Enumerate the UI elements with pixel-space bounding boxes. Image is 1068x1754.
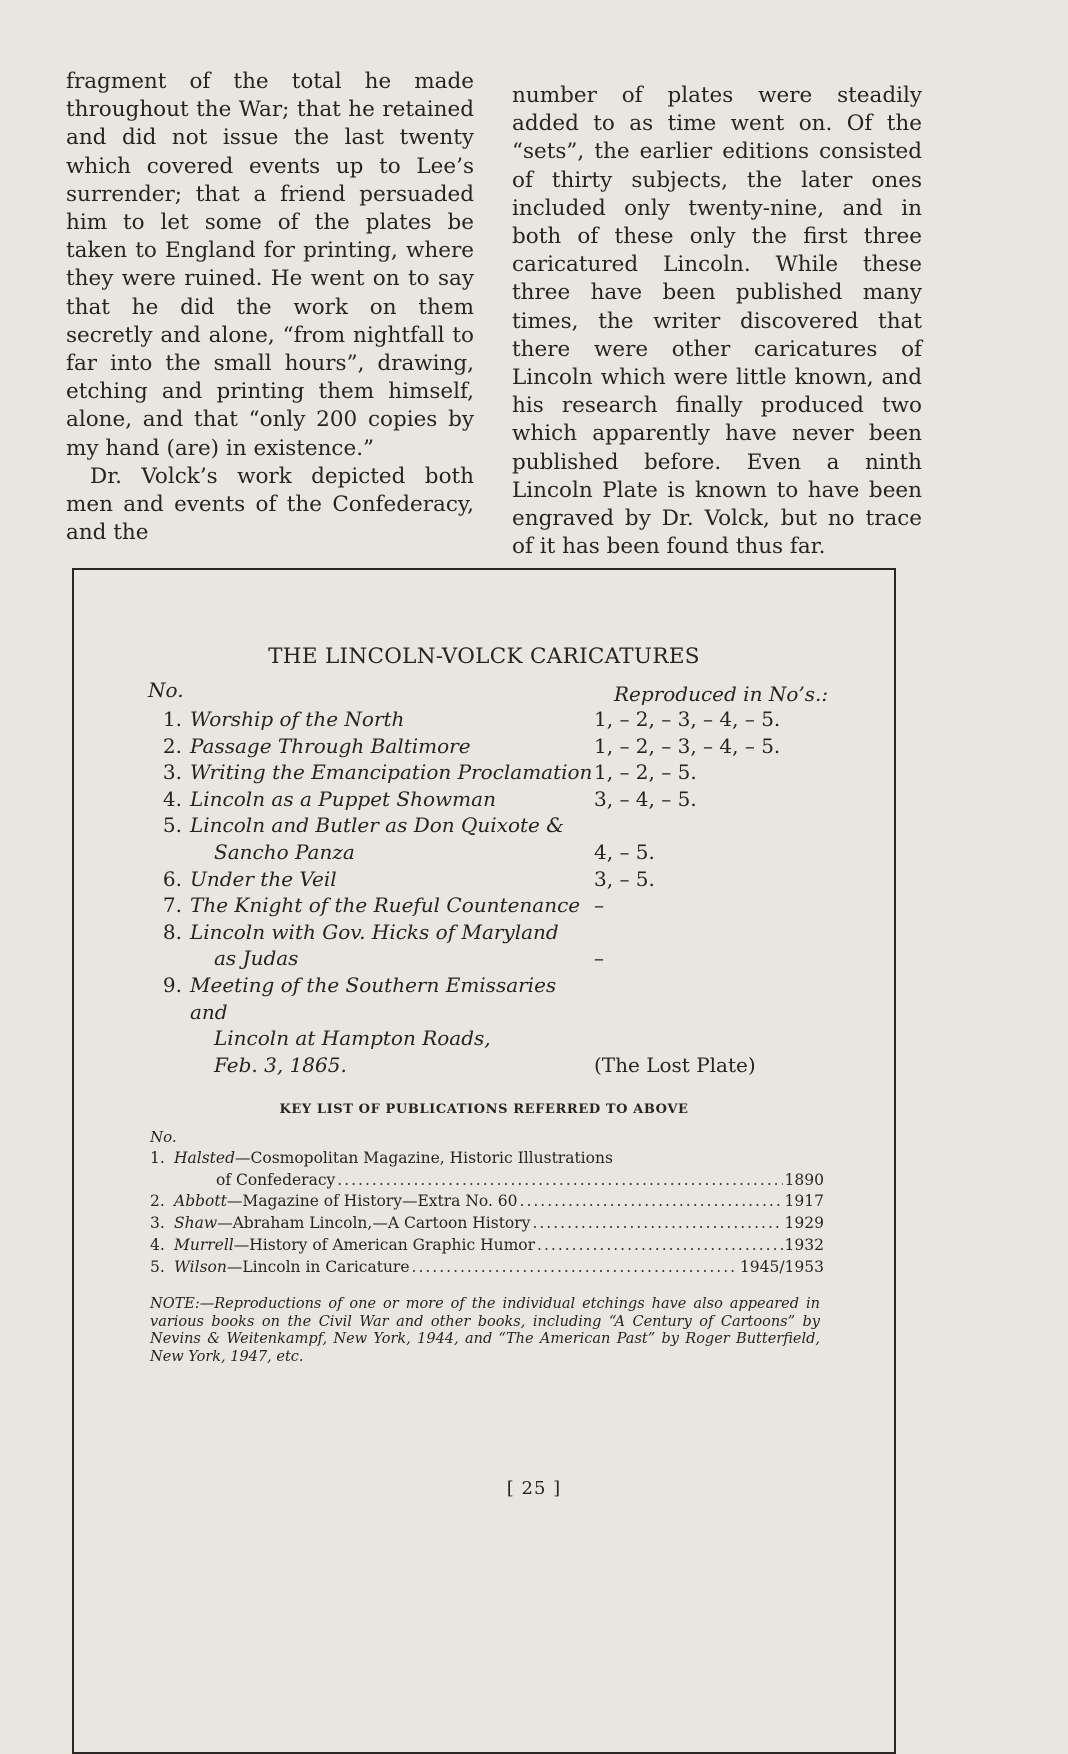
reproduced-in-value: 1, – 2, – 3, – 4, – 5.: [594, 733, 781, 758]
caricature-number: 6.: [162, 866, 182, 891]
caricature-title-line: Lincoln as a Puppet Showman: [190, 786, 496, 811]
reproduced-in: [594, 706, 780, 733]
caricature-title: [190, 786, 594, 813]
caricature-title-line: Worship of the North: [190, 707, 405, 731]
reproduced-column-header: Reproduced in No’s.:: [614, 682, 829, 706]
caricature-row: [148, 919, 868, 972]
caricature-number: 2.: [162, 733, 182, 758]
publication-entry: [150, 1191, 824, 1213]
publication-entry: [150, 1213, 824, 1235]
caricature-title-line: as Judas: [214, 946, 299, 971]
dot-leader: [520, 1191, 783, 1213]
publication-entry: [150, 1257, 824, 1279]
reproduced-in: [594, 733, 780, 760]
caricatures-title: THE LINCOLN-VOLCK CARICATURES: [268, 644, 700, 669]
publication-list: [150, 1148, 824, 1278]
caricature-title: [190, 972, 594, 1078]
publication-title: —History of American Graphic Humor: [233, 1235, 536, 1254]
publication-author: Murrell: [174, 1235, 234, 1254]
caricatures-box-content: [72, 568, 896, 1754]
caricature-title-line: Sancho Panza: [214, 839, 355, 864]
publication-author: Shaw: [174, 1214, 218, 1233]
reproduced-in-value: (The Lost Plate): [594, 1052, 756, 1077]
caricature-title-line: Lincoln and Butler as Don Quixote &: [190, 813, 565, 838]
publication-title: —Magazine of History—Extra No. 60: [226, 1192, 518, 1211]
publication-title: —Cosmopolitan Magazine, Historic Illustrations: [235, 1149, 613, 1167]
publication-year: 1890: [784, 1170, 824, 1189]
paragraph: Dr. Volck’s work depicted both men and events of the Confederacy, and the: [66, 463, 474, 546]
publication-entry: [150, 1148, 824, 1191]
caricature-number: 8.: [162, 919, 182, 944]
reproduced-in: [594, 786, 697, 813]
caricature-number: 3.: [162, 760, 182, 785]
key-number-header: No.: [150, 1128, 177, 1146]
caricature-row: [148, 759, 868, 786]
left-text-column: [66, 68, 474, 547]
footnote: NOTE:—Reproductions of one or more of the individual etchings have also appeared in various books on the Civil War and other books, including “A Century of Cartoons” by Nevins & Weitenkampf, New York, 1944, and “The American Past” by Roger Butterfield, New York, 1947, etc.: [150, 1296, 820, 1365]
paragraph: fragment of the total he made throughout the War; that he retained and did not issue the last twenty which covered events up to Lee’s surrender; that a friend persuaded him to let some of the plates be taken to England for printing, where they were ruined. He went on to say that he did the work on them secretly and alone, “from nightfall to far into the small hours”, drawing, etching and printing them himself, alone, and that “only 200 copies by my hand (are) in existence.”: [66, 69, 474, 461]
caricature-list: [148, 706, 868, 1078]
publication-author: Wilson: [174, 1257, 227, 1276]
publication-title-continued: of Confederacy: [216, 1170, 336, 1189]
reproduced-in: [594, 892, 604, 919]
publication-title: —Lincoln in Caricature: [226, 1257, 410, 1276]
caricature-row: [148, 812, 868, 865]
key-list-title: KEY LIST OF PUBLICATIONS REFERRED TO ABOVE: [279, 1102, 689, 1117]
caricature-title: [190, 706, 594, 733]
dot-leader: [412, 1257, 738, 1279]
caricature-title-line: Lincoln with Gov. Hicks of Maryland: [190, 919, 559, 944]
caricature-title-line: Meeting of the Southern Emissaries and: [190, 972, 557, 1024]
caricature-row: [148, 786, 868, 813]
reproduced-in: [594, 759, 697, 786]
caricature-title-line: Writing the Emancipation Proclamation: [190, 760, 593, 785]
reproduced-in-value: 4, – 5.: [594, 839, 655, 864]
caricature-title: [190, 812, 594, 865]
dot-leader: [537, 1235, 783, 1257]
publication-number: 2.: [150, 1192, 165, 1211]
caricature-number: 5.: [162, 813, 182, 838]
reproduced-in: [594, 919, 604, 972]
caricature-title: [190, 866, 594, 893]
caricature-title: [190, 919, 594, 972]
caricature-number: 7.: [162, 893, 182, 918]
caricature-title: [190, 759, 594, 786]
caricature-row: [148, 733, 868, 760]
reproduced-in-value: 1, – 2, – 5.: [594, 760, 697, 785]
reproduced-in-value: 3, – 4, – 5.: [594, 786, 697, 811]
reproduced-in-value: 1, – 2, – 3, – 4, – 5.: [594, 707, 781, 731]
publication-number: 1.: [150, 1149, 165, 1167]
caricature-number: 1.: [162, 707, 182, 731]
right-text-column: [512, 82, 922, 561]
caricature-number: 4.: [162, 786, 182, 811]
dot-leader: [337, 1170, 782, 1192]
publication-number: 5.: [150, 1257, 165, 1276]
page-number: [ 25 ]: [506, 1478, 562, 1499]
reproduced-in: [594, 812, 655, 865]
caricature-title-line: Lincoln at Hampton Roads,: [214, 1026, 491, 1051]
publication-number: 4.: [150, 1235, 165, 1254]
paragraph: number of plates were steadily added to as time went on. Of the “sets”, the earlier editions consisted of thirty subjects, the later ones included only twenty-nine, and in both of these only the first three caricatured Lincoln. While these three have been published many times, the writer discovered that there were other caricatures of Lincoln which were little known, and his research finally produced two which apparently have never been published before. Even a ninth Lincoln Plate is known to have been engraved by Dr. Volck, but no trace of it has been found thus far.: [512, 83, 922, 560]
caricature-title-line: Passage Through Baltimore: [190, 733, 471, 758]
caricature-row: [148, 706, 868, 733]
number-column-header: No.: [148, 678, 184, 702]
publication-year: 1917: [784, 1192, 824, 1211]
caricature-row: [148, 866, 868, 893]
caricature-title-line: Under the Veil: [190, 866, 337, 891]
reproduced-in-value: –: [594, 893, 604, 918]
caricature-row: [148, 892, 868, 919]
caricature-number: 9.: [162, 972, 182, 997]
publication-year: 1929: [784, 1214, 824, 1233]
reproduced-in: [594, 866, 655, 893]
caricature-title-line: Feb. 3, 1865.: [214, 1052, 347, 1077]
publication-year: 1932: [784, 1235, 824, 1254]
caricature-title-line: The Knight of the Rueful Countenance: [190, 893, 581, 918]
reproduced-in: [594, 972, 756, 1078]
publication-year: 1945/1953: [739, 1257, 824, 1276]
publication-author: Halsted: [174, 1149, 235, 1167]
dot-leader: [532, 1213, 782, 1235]
caricature-row: [148, 972, 868, 1078]
publication-title: —Abraham Lincoln,—A Cartoon History: [217, 1214, 531, 1233]
reproduced-in-value: –: [594, 946, 604, 971]
publication-entry: [150, 1235, 824, 1257]
reproduced-in-value: 3, – 5.: [594, 866, 655, 891]
caricature-title: [190, 733, 594, 760]
caricature-title: [190, 892, 594, 919]
publication-author: Abbott: [174, 1192, 227, 1211]
publication-number: 3.: [150, 1214, 165, 1233]
